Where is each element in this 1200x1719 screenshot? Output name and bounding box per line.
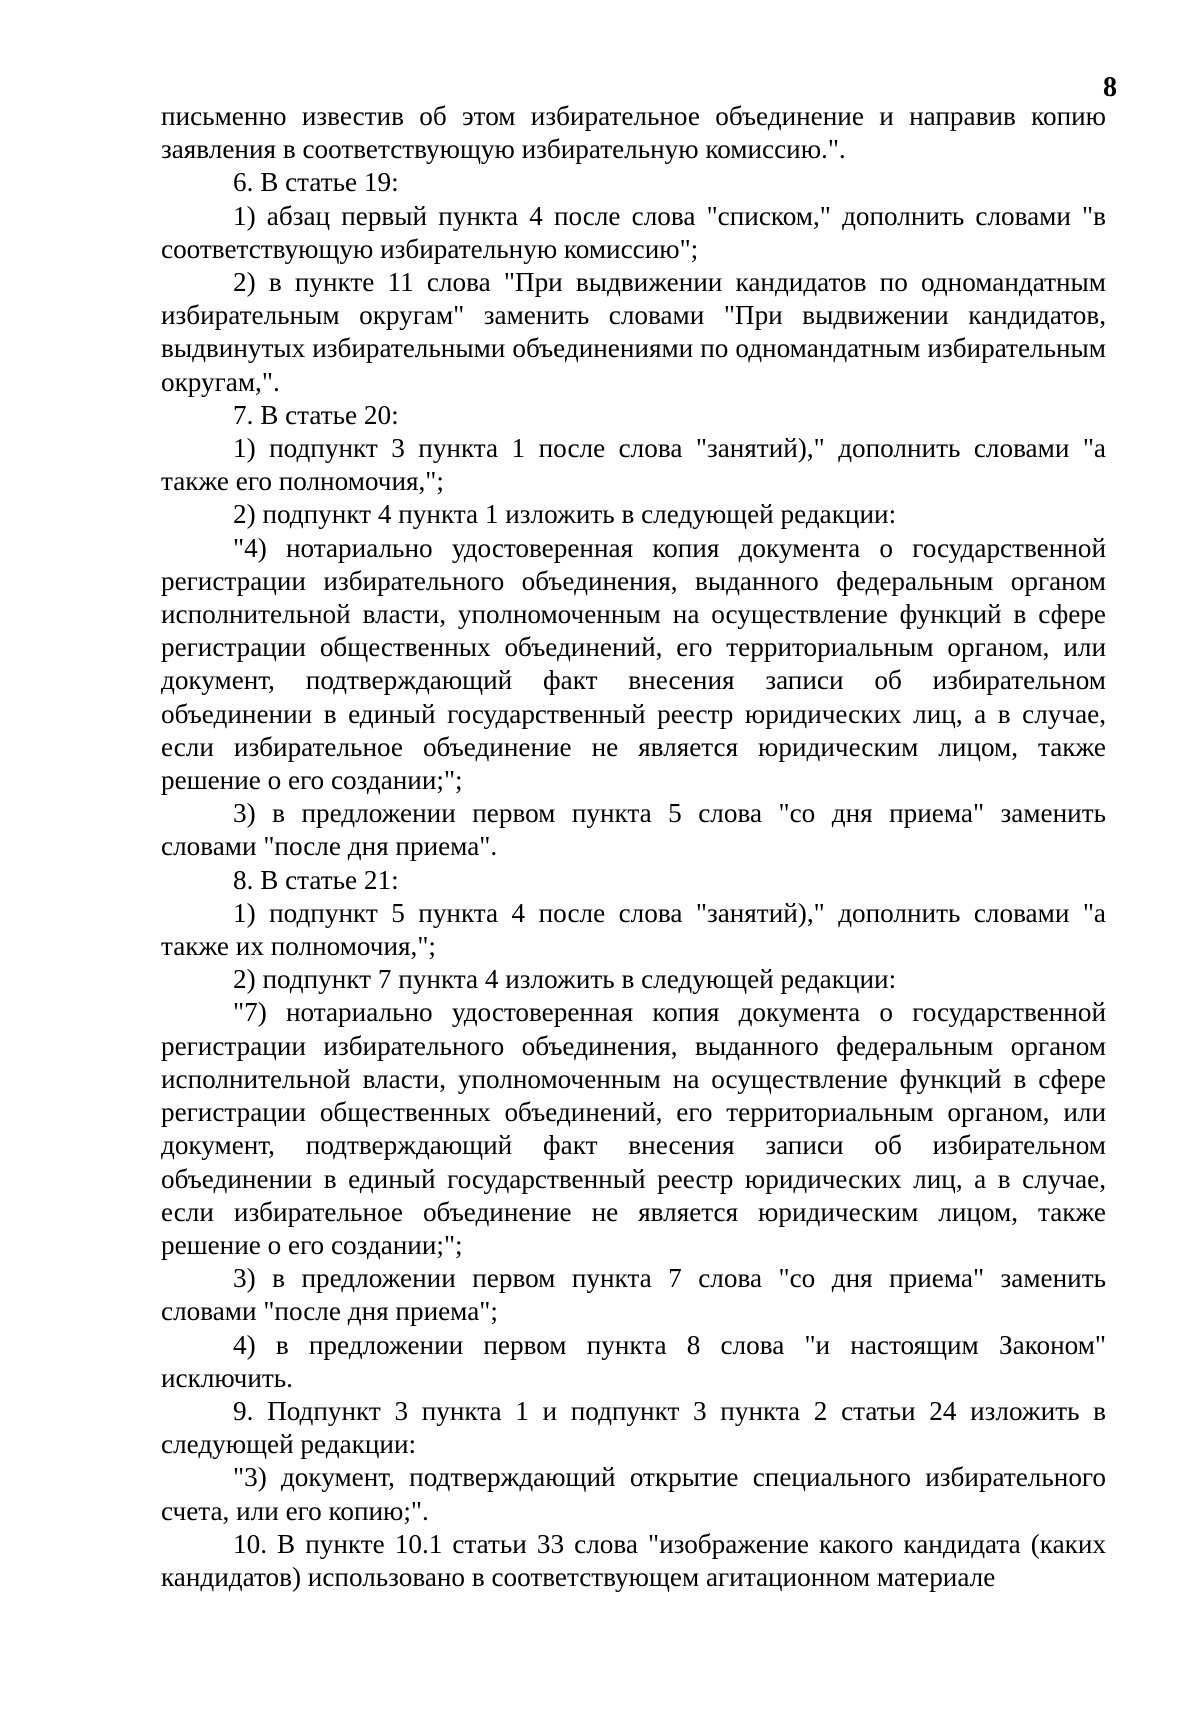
paragraph-item-6-2: 2) в пункте 11 слова "При выдвижении кандидатов по одномандатным избирательным округам" заменить словами "При выдвижении кандидатов, выдвинутых избирательными объединениями по одномандатным избирательным округам,". <box>161 267 1106 397</box>
document-body <box>161 100 1106 1594</box>
paragraph-item-8-3: 3) в предложении первом пункта 7 слова "со дня приема" заменить словами "после дня приема"; <box>161 1263 1106 1327</box>
paragraph-item-10: 10. В пункте 10.1 статьи 33 слова "изображение какого кандидата (каких кандидатов) использовано в соответствующем агитационном материале <box>161 1528 1106 1592</box>
paragraph-item-8-2: 2) подпункт 7 пункта 4 изложить в следующей редакции: <box>233 964 897 995</box>
paragraph-continuation: письменно известив об этом избирательное объединение и направив копию заявления в соответствующую избирательную комиссию.". <box>161 101 1106 165</box>
paragraph-item-7-heading: 7. В статье 20: <box>233 399 399 430</box>
paragraph-item-6-heading: 6. В статье 19: <box>233 167 399 198</box>
paragraph-item-7-1: 1) подпункт 3 пункта 1 после слова "занятий)," дополнить словами "а также его полномочия,"; <box>161 433 1106 497</box>
paragraph-item-8-1: 1) подпункт 5 пункта 4 после слова "занятий)," дополнить словами "а также их полномочия,"; <box>161 897 1106 962</box>
paragraph-item-6-1: 1) абзац первый пункта 4 после слова "списком," дополнить словами "в соответствующую избирательную комиссию"; <box>161 200 1106 264</box>
paragraph-item-8-2-quote: "7) нотариально удостоверенная копия документа о государственной регистрации избирательного объединения, выданного федеральным органом исполнительной власти, уполномоченным на осуществление функций в сфере регистрации общественных объединений, его территориальным органом, или документ, подтверждающий факт внесения записи об избирательном объединении в единый государственный реестр юридических лиц, а в случае, если избирательное объединение не является юридическим лицом, также решение о его создании;"; <box>161 997 1106 1260</box>
paragraph-item-7-2: 2) подпункт 4 пункта 1 изложить в следующей редакции: <box>233 499 897 530</box>
paragraph-item-9-quote: "3) документ, подтверждающий открытие специального избирательного счета, или его копию;". <box>161 1462 1106 1526</box>
paragraph-item-7-2-quote: "4) нотариально удостоверенная копия документа о государственной регистрации избирательного объединения, выданного федеральным органом исполнительной власти, уполномоченным на осуществление функций в сфере регистрации общественных объединений, его территориальным органом, или документ, подтверждающий факт внесения записи об избирательном объединении в единый государственный реестр юридических лиц, а в случае, если избирательное объединение не является юридическим лицом, также решение о его создании;"; <box>161 532 1106 796</box>
paragraph-item-8-heading: 8. В статье 21: <box>233 864 399 895</box>
paragraph-item-7-3: 3) в предложении первом пункта 5 слова "со дня приема" заменить словами "после дня приема". <box>161 798 1106 862</box>
page-number: 8 <box>1103 72 1117 103</box>
paragraph-item-8-4: 4) в предложении первом пункта 8 слова "и настоящим Законом" исключить. <box>161 1329 1106 1393</box>
paragraph-item-9: 9. Подпункт 3 пункта 1 и подпункт 3 пункта 2 статьи 24 изложить в следующей редакции: <box>161 1395 1106 1460</box>
